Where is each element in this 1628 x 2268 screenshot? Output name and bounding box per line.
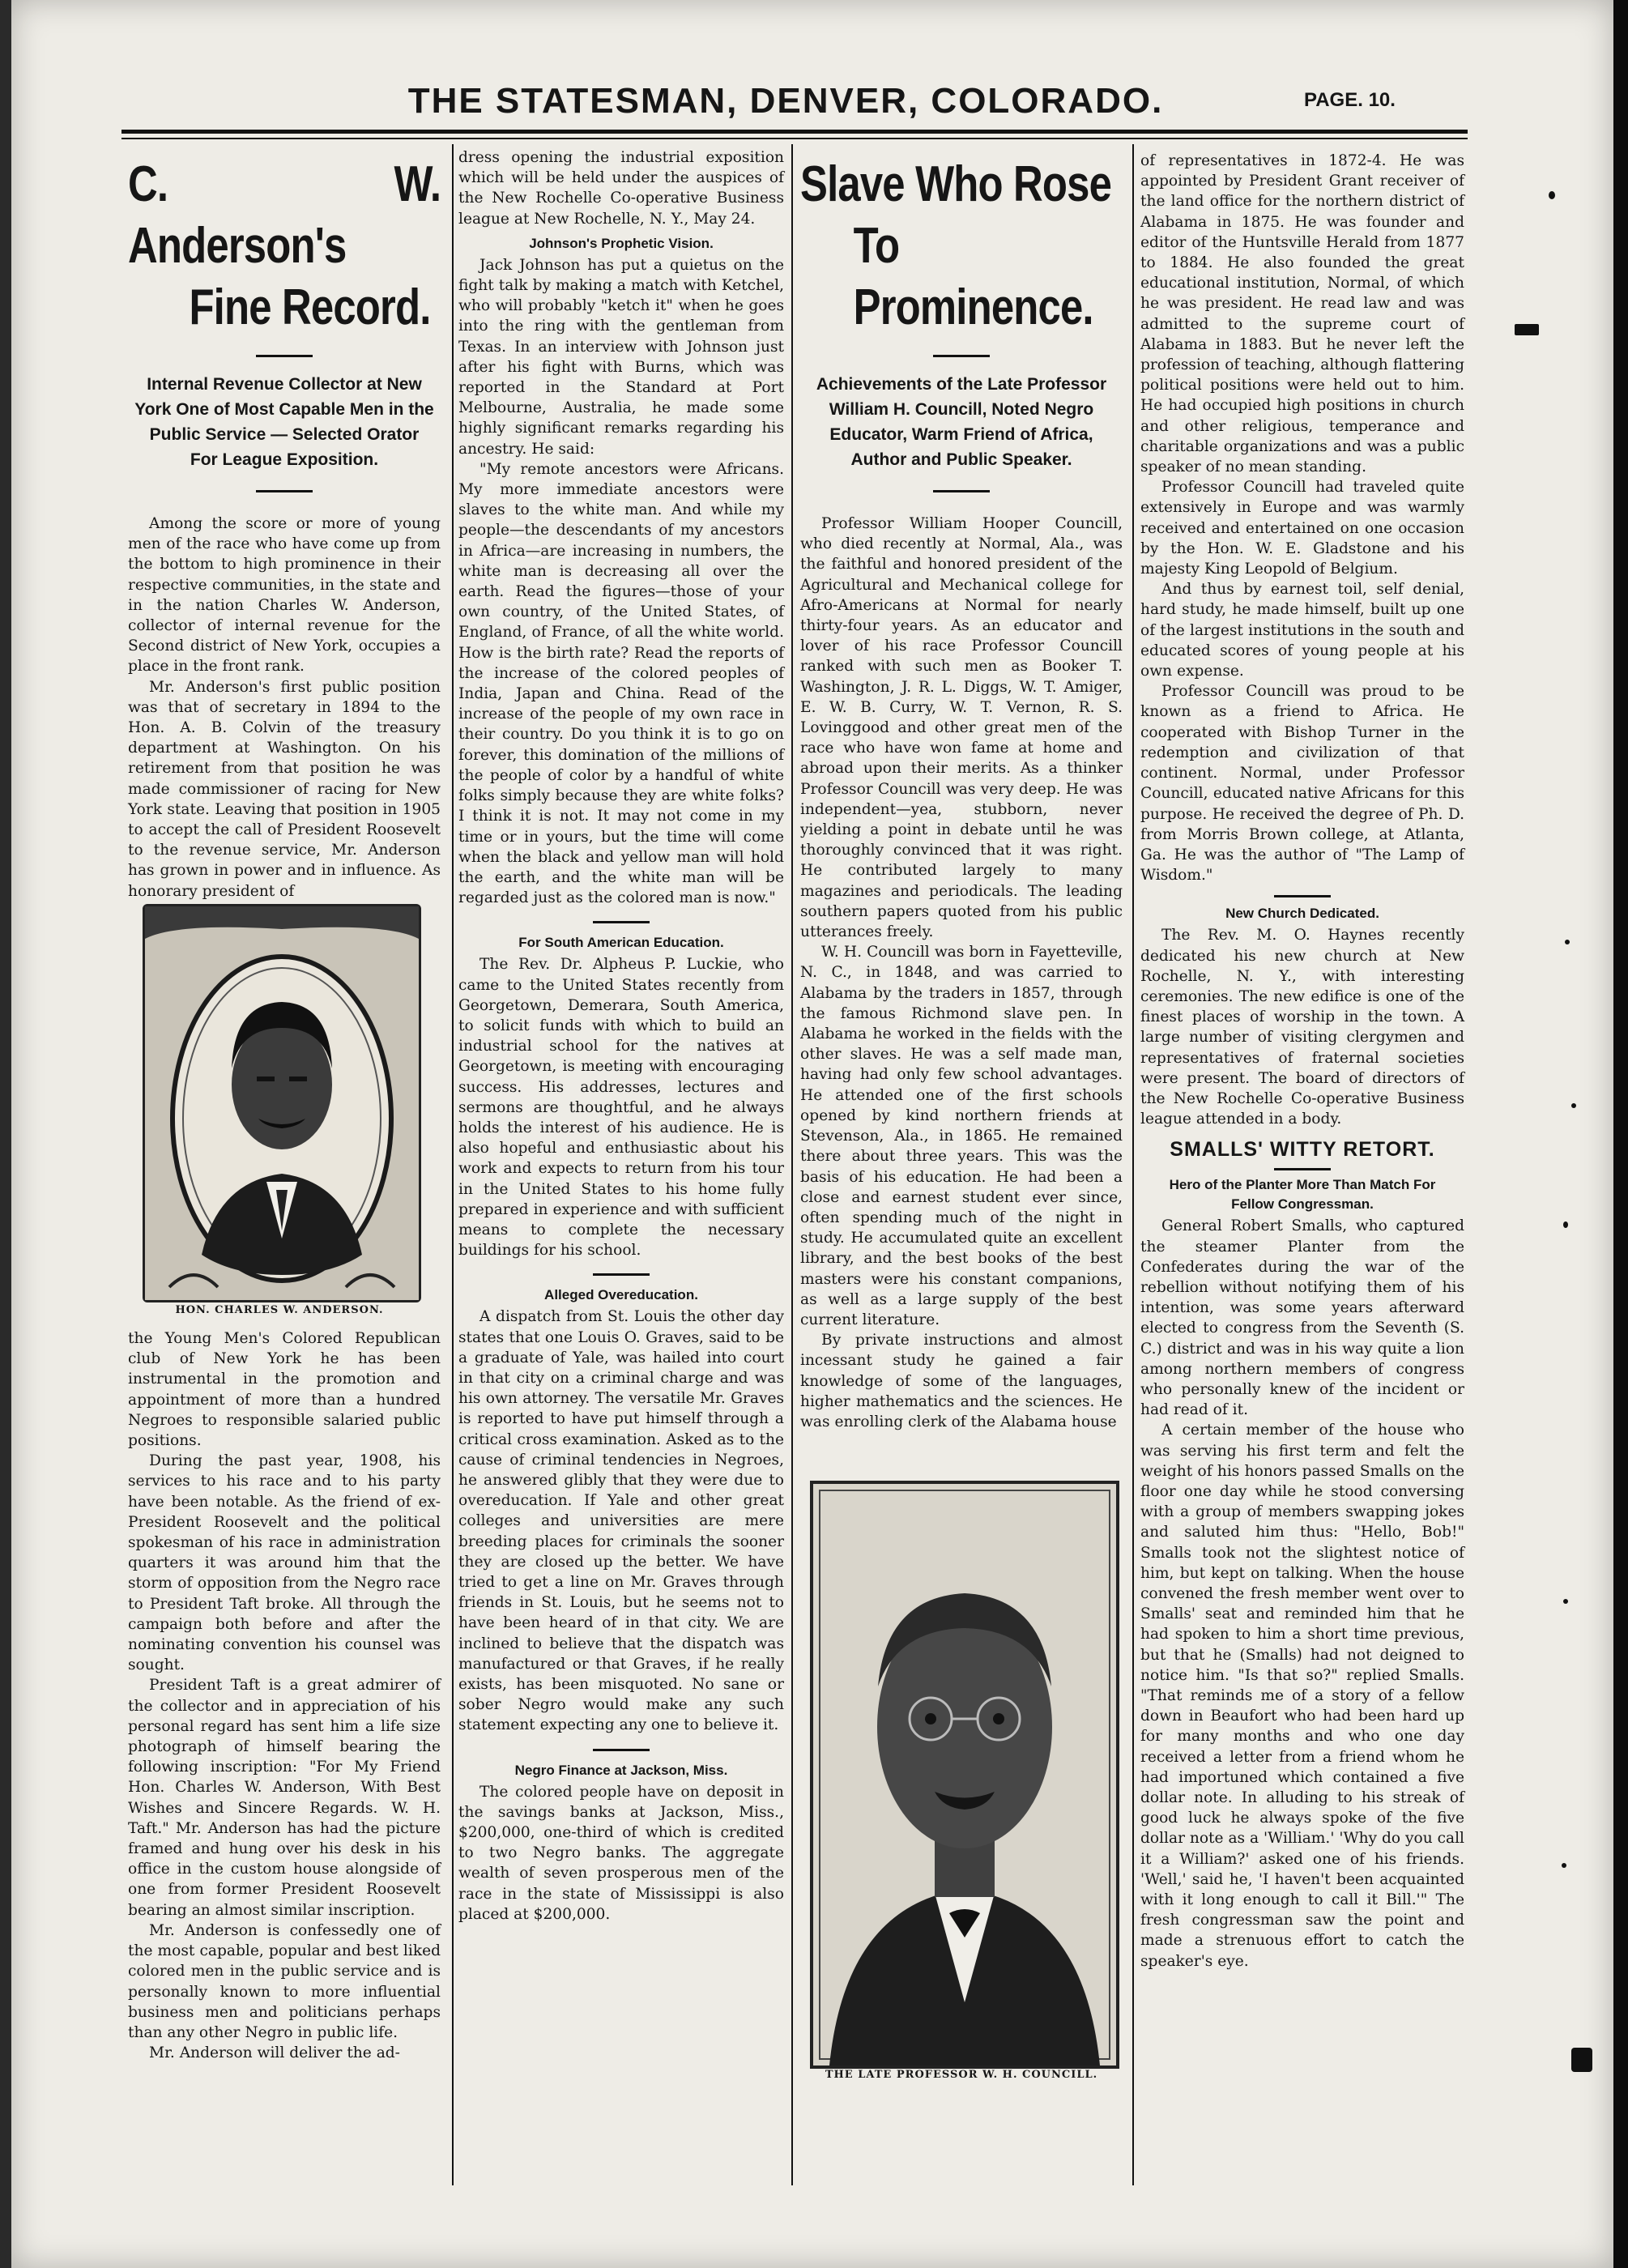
johnson-paragraph-1: Jack Johnson has put a quietus on the fight talk by making a match with Ketchel, who will probably "ketch it" when he goes into the ring with the gentleman from Texas. In an interview with Johnson just after his fight with Burns, which was reported in the Standard at Port Melbourne, Australia, he made some highly significant remarks regarding his ancestry. He said: [458,256,784,458]
scan-right-edge [1613,0,1628,2268]
anderson-caption: HON. CHARLES W. ANDERSON. [175,1304,384,1316]
johnson-heading: Johnson's Prophetic Vision. [529,235,714,251]
councill-portrait-image [813,1484,1116,2066]
councill-portrait [810,1481,1119,2069]
news-divider-2 [593,1273,650,1276]
news-divider-3 [593,1749,650,1751]
councill-career-paragraph: of representatives in 1872-4. He was appointed by President Grant receiver of the land office for the northern district of Alabama in 1875. He was founder and editor of the Huntsville Herald from 1877 to 1884. He also founded the great educational institution, Normal, of which he was president. He read law and was admitted to the supreme court of Alabama in 1883. But he never left the profession of teaching, although flattering political positions were held out to him. He had occupied high positions in church and other religious, temperance and charitable organizations and was a public speaker of no mean standing. [1140,152,1464,476]
anderson-headline [128,154,441,339]
church-paragraph: The Rev. M. O. Haynes recently dedicated his new church at New Rochelle, N. Y., with interesting ceremonies. The new edifice is one of the finest places of worship in the town. A large number of visiting clergymen and representatives of fraternal societies were present. The board of directors of the New Rochelle Co-operative Business league attended in a body. [1140,927,1464,1128]
smalls-divider [1274,1168,1331,1170]
column-anderson [128,154,441,902]
councill-toil-paragraph: And thus by earnest toil, self denial, hard study, he made himself, built up one of the largest institutions in the south and educated scores of young people at his own expense. [1140,581,1464,680]
exposition-paragraph: dress opening the industrial exposition which will be held under the auspices of the New Rochelle Co-operative Business league at New Rochelle, N. Y., May 24. [458,149,784,228]
scan-speck [1571,1103,1576,1108]
overeducation-heading: Alleged Overeducation. [544,1287,698,1303]
scan-speck [1571,2048,1592,2072]
councill-divider [933,355,990,357]
councill-headline-line2: To Prominence. [853,218,1093,335]
finance-heading: Negro Finance at Jackson, Miss. [514,1762,728,1778]
smalls-headline: SMALLS' WITTY RETORT. [1170,1138,1435,1162]
anderson-portrait [143,904,421,1302]
masthead-rule-thin [121,138,1468,139]
masthead-title: THE STATESMAN, DENVER, COLORADO. [407,81,1164,121]
anderson-headline-line1: C. W. Anderson's [128,156,441,274]
anderson-deck-divider [256,490,313,492]
luckie-heading: For South American Education. [518,935,724,951]
column-smalls [1140,151,1464,1972]
anderson-headline-line2: Fine Record. [189,279,431,335]
anderson-deck: Internal Revenue Collector at New York One of Most Capable Men in the Public Service — Selected Orator For League Exposition. [134,375,434,469]
masthead-rule-thick [121,130,1468,134]
anderson-paragraph-1: Among the score or more of young men of the race who have come up from the bottom to high prominence in their respective communities, in the state and in the nation Charles W. Anderson, collector of internal revenue for the Second district of New York, occupies a place in the front rank. [128,515,441,676]
councill-travel-paragraph: Professor Councill had traveled quite extensively in Europe and was warmly received and entertained on one occasion by the Hon. W. E. Gladstone and his majesty King Leopold of Belgium. [1140,479,1464,578]
page-number: PAGE. 10. [1304,89,1396,111]
scan-left-edge [0,0,11,2268]
smalls-paragraph-2: A certain member of the house who was serving his first term and felt the weight of his honors passed Smalls on the floor one day while he stood conversing with a group of members swapping jokes and saluted him thus: "Hello, Bob!" Smalls took not the slightest notice of him, but kept on talking. When the house convened the fresh member went over to Smalls' seat and reminded him that he had spoken to him a short time previous, but that he (Smalls) had not deigned to notice him. "Is that so?" replied Smalls. "That reminds me of a story of a fellow down in Beaufort who had been hard up for many months and who one day received a letter from a friend whom he had importuned which contained a five dollar note. In alluding to his streak of good luck he always spoke of the five dollar note as a 'William.' 'Why do you call it a William?' asked one of his friends. 'Well,' said he, 'I haven't been acquainted with it long enough to call it Bill.'" The fresh congressman saw the point and made a strenuous effort to catch the speaker's eye. [1140,1422,1464,1970]
scan-speck [1565,940,1570,944]
smalls-deck: Hero of the Planter More Than Match For Fellow Congressman. [1169,1177,1436,1213]
column-news [458,147,784,1925]
column-rule-2 [791,144,793,2185]
scan-speck [1549,191,1555,199]
scan-speck [1562,1863,1566,1868]
column-rule-1 [452,144,454,2185]
col4-divider-1 [1274,895,1331,897]
councill-africa-paragraph: Professor Councill was proud to be known as a friend to Africa. He cooperated with Bishop Turner in the redemption and civilization of that continent. Normal, under Professor Councill, educated native Africans for this purpose. He received the degree of Ph. D. from Morris Brown college, at Atlanta, Ga. He was the author of "The Lamp of Wisdom." [1140,683,1464,885]
smalls-paragraph-1: General Robert Smalls, who captured the steamer Planter from the Confederates during the war of the rebellion without notifying them of his intention, was some years afterward elected to congress from the Seventh (S. C.) district and was in his way quite a lion among northern members of congress who personally knew of the incident or had read of it. [1140,1217,1464,1419]
anderson-paragraph-2: Mr. Anderson's first public position was that of secretary in 1894 to the Hon. A. B. Colvin of the treasury department at Washington. On his retirement from that position he was made commissioner of racing for New York state. Leaving that position in 1905 to accept the call of President Roosevelt to the revenue service, Mr. Anderson has grown in power and in influence. As honorary president of [128,678,441,900]
scan-speck [1515,324,1539,335]
councill-headline-line1: Slave Who Rose [800,156,1112,212]
anderson-paragraph-4: During the past year, 1908, his services to his race and to his party have been notable. As the friend of ex-President Roosevelt and the political spokesman of his race in administration quarters it was around him that the storm of opposition from the Negro race to President Taft broke. All through the campaign both before and after the nominating convention his counsel was sought. [128,1452,441,1674]
anderson-portrait-image [145,906,419,1300]
column-rule-3 [1132,144,1134,2185]
anderson-paragraph-5: President Taft is a great admirer of the collector and in appreciation of his personal regard has sent him a life size photograph of himself bearing the following inscription: "For My Friend Hon. Charles W. Anderson, With Best Wishes and Sincere Regards. W. H. Taft." Mr. Anderson has had the picture framed and hung over his desk in his office in the custom house alongside of one from former President Roosevelt bearing an almost similar inscription. [128,1677,441,1919]
overeducation-paragraph: A dispatch from St. Louis the other day states that one Louis O. Graves, said to be a graduate of Yale, was hailed into court in that city on a criminal charge and was his own attorney. The versatile Mr. Graves is reported to have put himself through a critical cross examination. Asked as to the cause of criminal tendencies in Negroes, he answered glibly that they were due to overeducation. If Yale and other great colleges and universities are mere breeding places for criminals the sooner they are closed up the better. We have tried to get a line on Mr. Graves through friends in St. Louis, but he seems not to have been heard of in that city. We are inclined to believe that the dispatch was manufactured or that Graves, if he really exists, has been misquoted. No sane or sober Negro would make any such statement expecting any one to believe it. [458,1308,784,1734]
finance-paragraph: The colored people have on deposit in the savings banks at Jackson, Miss., $200,000, one-third of which is credited to two Negro banks. The aggregate wealth of seven prosperous men of the race in the state of Mississippi is also placed at $200,000. [458,1783,784,1923]
anderson-paragraph-7: Mr. Anderson will deliver the ad- [149,2044,400,2062]
councill-paragraph-2: W. H. Councill was born in Fayetteville, N. C., in 1848, and was carried to Alabama by the traders in 1857, through the famous Richmond slave pen. In Alabama he worked in the fields with the other slaves. He was a self made man, having had only few school advantages. He attended one of the first schools opened by kind northern friends at Stevenson, Ala., in 1865. He remained there about three years. This was the basis of his education. He had been a close and earnest student ever since, often spending much of the night in study. He accumulated quite an excellent library, and the best books of the best masters were his constant companions, as well as a large supply of the best current literature. [800,944,1123,1328]
column-anderson-continued [128,1328,441,2063]
scan-speck [1563,1221,1568,1228]
councill-deck: Achievements of the Late Professor William H. Councill, Noted Negro Educator, Warm Friend of Africa, Author and Public Speaker. [816,375,1107,469]
news-divider-1 [593,921,650,923]
anderson-paragraph-3: the Young Men's Colored Republican club of New York he has been instrumental in the promotion and appointment of more than a hundred Negroes to responsible salaried public positions. [128,1330,441,1450]
column-councill [800,154,1123,1432]
councill-headline [800,154,1123,339]
councill-paragraph-1: Professor William Hooper Councill, who died recently at Normal, Ala., was the faithful and honored president of the Agricultural and Mechanical college for Afro-Americans at Normal for nearly thirty-four years. As an educator and lover of his race Professor Councill ranked with such men as Booker T. Washington, J. R. L. Diggs, W. T. Amiger, E. W. B. Curry, W. T. Vernon, R. S. Lovinggood and other great men of the race who have won fame at home and abroad upon their merits. As a thinker Professor Councill was very deep. He was independent—yea, stubborn, never yielding a point in debate until he was thoroughly convinced that it was right. He contributed largely to many magazines and periodicals. The leading southern papers quoted from his public utterances freely. [800,515,1123,941]
councill-deck-divider [933,490,990,492]
church-heading: New Church Dedicated. [1225,906,1379,922]
anderson-divider [256,355,313,357]
johnson-paragraph-2: "My remote ancestors were Africans. My more immediate ancestors were slaves to the white man. And while my people—the descendants of my ancestors in Africa—are increasing in numbers, the white man is decreasing all over the earth. Read the figures—those of your own country, of the United States, of England, of France, of all the white world. How is the birth rate? Read the reports of the increase of the colored peoples of India, Japan and China. Read of the increase of the people of my own race in their country. Do you think it is to go on forever, this domination of the millions of the people of color by a handful of white folks simply because they are white folks? I think it is not. It may not come in my time or in yours, but the time will come when the black and yellow man will hold the earth, and the white man will be regarded just as the colored man is now." [458,460,784,907]
councill-caption: THE LATE PROFESSOR W. H. COUNCILL. [825,2069,1098,2081]
anderson-paragraph-6: Mr. Anderson is confessedly one of the most capable, popular and best liked colored men in the public service and is personally known to more influential business men and politicians perhaps than any other Negro in public life. [128,1921,441,2041]
luckie-paragraph: The Rev. Dr. Alpheus P. Luckie, who came to the United States recently from Georgetown, Demerara, South America, to solicit funds with which to build an industrial school for the natives at Georgetown, is meeting with encouraging success. His addresses, lectures and sermons are thoughtful, and he always holds the interest of his audience. He is also hopeful and enthusiastic about his work and expects to return from his tour in the United States to his home fully prepared in experience and with sufficient means to complete the necessary buildings for his school. [458,956,784,1260]
scan-speck [1563,1599,1568,1604]
councill-paragraph-3: By private instructions and almost incessant study he gained a fair knowledge of some of the languages, higher mathematics and the sciences. He was enrolling clerk of the Alabama house [800,1332,1123,1430]
